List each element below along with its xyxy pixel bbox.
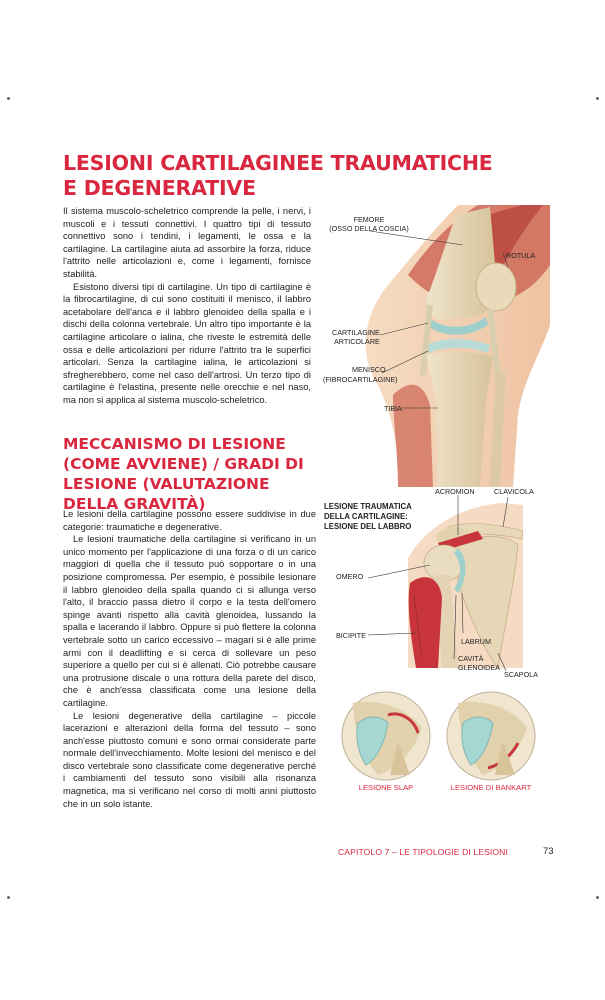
shoulder-label: ACROMION [435, 487, 475, 496]
crop-mark [596, 896, 599, 899]
subsection-title: MECCANISMO DI LESIONE (COME AVVIENE) / GRADI DI LESIONE (VALUTAZIONE DELLA GRAVITÀ) [63, 435, 304, 513]
shoulder-label: OMERO [336, 572, 364, 581]
knee-label: (OSSO DELLA COSCIA) [329, 224, 409, 233]
knee-illustration [318, 205, 550, 487]
patella-bone [476, 263, 516, 311]
shoulder-figure-title: LESIONE TRAUMATICA [324, 502, 412, 511]
intro-paragraph: Il sistema muscolo-scheletrico comprende la pelle, i nervi, i muscoli e i tessuti connettivi. I quattro tipi di tessuto connettivo sono i tendini, i legamenti, le ossa e la cartilagine. La cartilagine aiuta ad assorbire la forza, riduce l'attrito nelle articolazioni e, come i legamenti, fornisce stabilità. [63, 206, 311, 279]
crop-mark [7, 97, 10, 100]
inset-caption-slap: LESIONE SLAP [358, 783, 414, 792]
shoulder-label: SCAPOLA [504, 670, 538, 679]
knee-label: FEMORE [353, 215, 385, 224]
shoulder-label: GLENOIDEA [458, 663, 500, 672]
inset-slap [342, 692, 430, 780]
shoulder-label: CLAVICOLA [494, 487, 534, 496]
knee-label: CARTILAGINE [332, 328, 380, 337]
inset-bankart [447, 692, 535, 780]
page-number: 73 [543, 846, 554, 857]
shoulder-label: LABRUM [461, 637, 491, 646]
shoulder-illustration [318, 483, 550, 795]
knee-label: MENISCO [352, 365, 386, 374]
chapter-footer: CAPITOLO 7 – LE TIPOLOGIE DI LESIONI [338, 847, 508, 857]
calf-muscle [393, 385, 433, 487]
knee-label: (FIBROCARTILAGINE) [323, 375, 398, 384]
mechanism-paragraph: Le lesioni traumatiche della cartilagine si verificano in un unico momento per l'applicazione di una forza o di un carico maggiori di quella che il tessuto può sopportare o in una posizione compromessa. Per esempio, è possibile lesionare il labbro glenoideo della spalla quando ci si allunga verso l'alto, il braccio passa dietro il corpo e la testa dell'omero spinge avanti rispetto alla cavità glenoidea, lussando la spalla e lacerando il labbro. Oppure si può flettere la colonna vertebrale sotto un carico eccessivo – magari si è alle prime armi con il deadlifting e si cerca di sollevare un peso superiore a quello per cui si è allenati. Ciò potrebbe causare una protrusione discale o una rottura della parete del disco, che è anch'essa classificata come una lesione della cartilagine. [63, 534, 316, 708]
section-title: LESIONI CARTILAGINEE TRAUMATICHE E DEGENERATIVE [63, 151, 493, 200]
intro-text [63, 205, 311, 407]
shoulder-figure-title: LESIONE DEL LABBRO [324, 522, 412, 531]
intro-paragraph: Esistono diversi tipi di cartilagine. Un tipo di cartilagine è la fibrocartilagine, di cui sono costituiti il menisco, il labbro acetabolare dell'anca e il labbro glenoideo della spalla e i dischi della colonna vertebrale. Un altro tipo importante è la cartilagine articolare o ialina, che riveste le estremità delle ossa e delle articolazioni per ridurre l'attrito tra le superfici articolari. Senza la cartilagine ialina, le articolazioni si sfregherebbero, come nel caso dell'artrosi. Un terzo tipo di cartilagine è l'elastina, presente nelle orecchie e nel naso, ma non si applica al sistema muscolo-scheletrico. [63, 281, 311, 405]
mechanism-text [63, 508, 316, 810]
knee-label: ARTICOLARE [334, 337, 380, 346]
shoulder-figure-title: DELLA CARTILAGINE: [324, 512, 408, 521]
shoulder-label: CAVITÀ [458, 654, 484, 663]
knee-label: ROTULA [506, 251, 536, 260]
crop-mark [596, 97, 599, 100]
crop-mark [7, 896, 10, 899]
inset-caption-bankart: LESIONE DI BANKART [450, 783, 532, 792]
shoulder-label: BICIPITE [336, 631, 366, 640]
mechanism-paragraph: Le lesioni della cartilagine possono essere suddivise in due categorie: traumatiche e degenerative. [63, 509, 316, 532]
mechanism-paragraph: Le lesioni degenerative della cartilagine – piccole lacerazioni e alterazioni della forma del tessuto – sono anch'esse piuttosto comuni e sono ormai considerate parte normale dell'invecchiamento. Molte lesioni del menisco e del disco vertebrale sono classificate come degenerative perché i cambiamenti del tessuto sono visibili alla risonanza magnetica, ma si verificano nel corso di molti anni piuttosto che in un solo istante. [63, 710, 316, 809]
knee-label: TIBIA [384, 404, 402, 413]
